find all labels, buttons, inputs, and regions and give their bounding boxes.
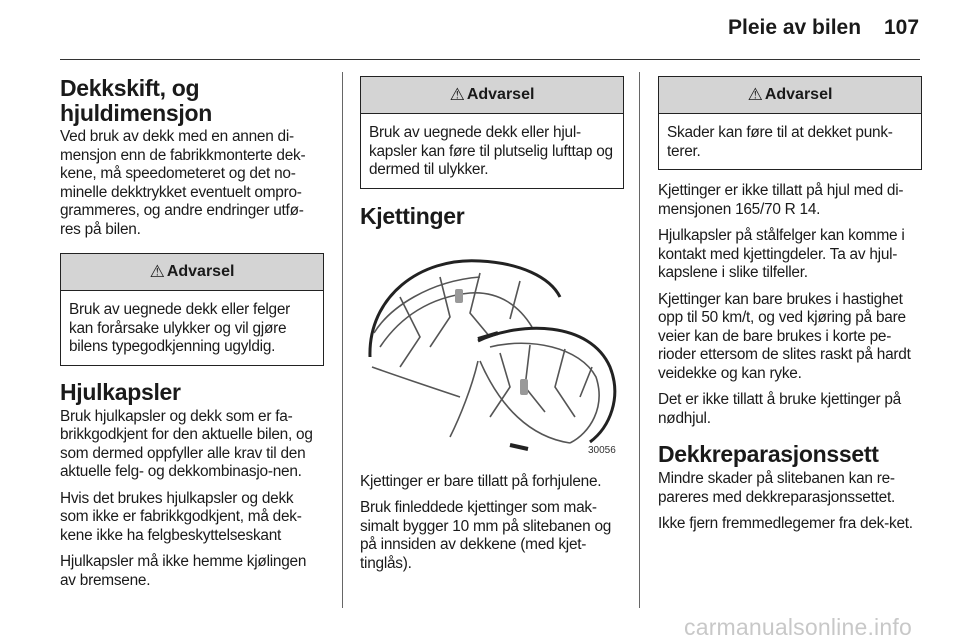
chain-tensioner-front — [520, 379, 528, 395]
warning-header — [361, 77, 623, 114]
snow-chain-front — [450, 328, 615, 443]
header-divider — [60, 59, 920, 60]
heading-dekkreparasjonssett: Dekkreparasjonssett — [658, 441, 879, 467]
heading-dekkskift-line2: hjuldimensjon — [60, 100, 212, 126]
warning-box-hubcaps — [360, 76, 624, 189]
paragraph-hubcaps-cooling: Hjulkapsler må ikke hemme kjølingen av bremsene. — [60, 553, 307, 589]
paragraph-front-wheels: Kjettinger er bare tillatt på forhjulene. — [360, 472, 602, 490]
warning-triangle-icon: ⚠ — [449, 85, 465, 104]
column-3 — [658, 76, 922, 542]
snow-chain-illustration — [360, 237, 624, 459]
warning-triangle-icon: ⚠ — [149, 262, 165, 281]
column-divider-1 — [342, 72, 343, 608]
heading-hjulkapsler: Hjulkapsler — [60, 378, 181, 405]
column-divider-2 — [639, 72, 640, 608]
paragraph-dimension: Ved bruk av dekk med en annen di-mensjon enn de fabrikkmonterte dek-kene, må speedometeret og det no-minelle dekktrykket eventuelt ompro-grammeres, og andre endringer utfø-res på bilen. — [60, 128, 306, 238]
warning-box-damage — [658, 76, 922, 170]
heading-dekkskift-line1: Dekkskift, og — [60, 75, 200, 101]
warning-header — [61, 254, 323, 291]
paragraph-foreign-objects: Ikke fjern fremmedlegemer fra dek-ket. — [658, 515, 913, 532]
warning-text: Bruk av uegnede dekk eller felger kan forårsake ulykker og vil gjøre bilens typegodkjenning ugyldig. — [69, 301, 291, 355]
column-1 — [60, 72, 324, 598]
paragraph-size-restriction: Kjettinger er ikke tillatt på hjul med di-mensjonen 165/70 R 14. — [658, 182, 904, 218]
heading-dekkskift — [60, 76, 324, 126]
paragraph-steel-rims: Hjulkapsler på stålfelger kan komme i kontakt med kjettingdeler. Ta av hjul-kapslene i slike tilfeller. — [658, 227, 905, 281]
column-2 — [360, 76, 624, 581]
warning-triangle-icon: ⚠ — [747, 85, 763, 104]
paragraph-hubcaps-nonapproved: Hvis det brukes hjulkapsler og dekk som ikke er fabrikkgodkjent, må dek-kene ikke ha felgbeskyttelseskant — [60, 489, 302, 544]
warning-header — [659, 77, 921, 114]
warning-title: Advarsel — [166, 263, 235, 280]
paragraph-fine-link: Bruk finleddede kjettinger som mak-simalt bygger 10 mm på slitebanen og på innsiden av dekkene (med kjet-tinglås). — [360, 499, 612, 572]
paragraph-spare-wheel: Det er ikke tillatt å bruke kjettinger på nødhjul. — [658, 391, 901, 427]
warning-text: Bruk av uegnede dekk eller hjul-kapsler kan føre til plutselig lufttap og dermed til ulykker. — [369, 124, 613, 178]
warning-text: Skader kan føre til at dekket punk-terer. — [667, 124, 893, 160]
warning-title: Advarsel — [764, 86, 833, 103]
chain-tensioner-back — [455, 289, 463, 303]
page-header-title: Pleie av bilen — [728, 16, 862, 39]
paragraph-repair-kit: Mindre skader på slitebanen kan re-pareres med dekkreparasjonssettet. — [658, 470, 896, 506]
heading-kjettinger: Kjettinger — [360, 202, 465, 229]
warning-box-tyres — [60, 253, 324, 366]
paragraph-speed-limit: Kjettinger kan bare brukes i hastighet opp til 50 km/t, og ved kjøring på bare veier kan de bare brukes i korte pe-rioder ettersom de slites raskt på hardt veidekke og kan ryke. — [658, 290, 911, 382]
page-number: 107 — [884, 16, 920, 39]
warning-title: Advarsel — [466, 86, 535, 103]
figure-number: 30056 — [588, 444, 616, 456]
paragraph-hubcaps-approved: Bruk hjulkapsler og dekk som er fa-brikkgodkjent for den aktuelle bilen, og som dermed oppfyller alle krav til den aktuelle felg- og dekkombinasjo-nen. — [60, 407, 313, 480]
watermark-text: carmanualsonline.info — [684, 614, 912, 640]
